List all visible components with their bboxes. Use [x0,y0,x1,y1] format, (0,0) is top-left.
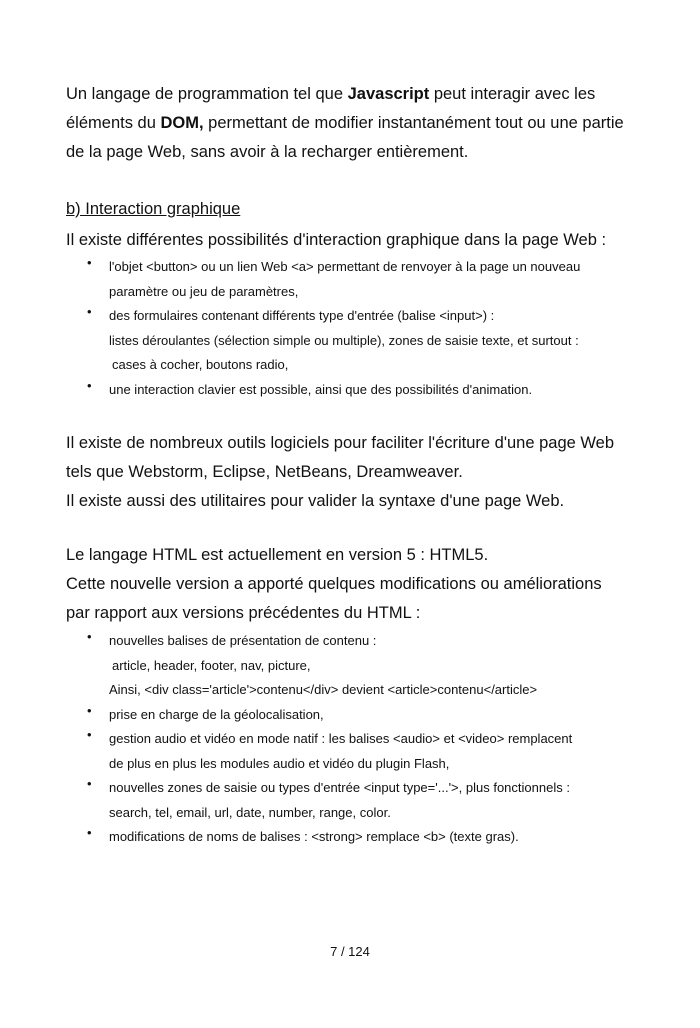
bullet-icon: • [87,255,92,270]
intro-line-3: de la page Web, sans avoir à la recharger entièrement. [66,143,469,161]
section-lead: Il existe différentes possibilités d'interaction graphique dans la page Web : [66,231,607,249]
bullet-icon: • [87,377,92,393]
list-item: • nouvelles zones de saisie ou types d'entrée <input type='...'>, plus fonctionnels : search, tel, email, url, date, number, range, color. [87,776,570,820]
bullet-icon: • [87,727,92,742]
bullet-icon: • [87,702,92,718]
list-item: • des formulaires contenant différents type d'entrée (balise <input>) : listes déroulantes (sélection simple ou multiple), zones de saisie texte, et surtout : cases à cocher, boutons radio, [87,304,579,372]
dom-keyword: DOM, [160,114,204,132]
list-item: • une interaction clavier est possible, ainsi que des possibilités d'animation. [87,377,533,397]
intro-paragraph [66,80,666,167]
list-item: • prise en charge de la géolocalisation, [87,702,324,722]
intro-line-2: éléments du DOM, permettant de modifier instantanément tout ou une partie [66,114,624,132]
list-item: • l'objet <button> ou un lien Web <a> permettant de renvoyer à la page un nouveau paramètre ou jeu de paramètres, [87,255,581,299]
list-item: • modifications de noms de balises : <strong> remplace <b> (texte gras). [87,825,519,844]
javascript-keyword: Javascript [347,85,430,103]
intro-line-1: Un langage de programmation tel que Javascript peut interagir avec les [66,85,596,103]
html5-bullet-list [0,629,700,850]
bullet-icon: • [87,629,92,644]
page-number: 7 / 124 [330,944,370,959]
interaction-bullet-list [0,255,700,402]
section-heading: b) Interaction graphique [66,200,241,218]
bullet-icon: • [87,304,92,319]
list-item: • nouvelles balises de présentation de contenu : article, header, footer, nav, picture, Ainsi, <div class='article'>contenu</div> devient <article>contenu</article> [87,629,538,697]
bullet-icon: • [87,776,92,791]
tools-paragraph: Il existe de nombreux outils logiciels pour faciliter l'écriture d'une page Web tels que Webstorm, Eclipse, NetBeans, Dreamweaver. Il existe aussi des utilitaires pour valider la syntaxe d'une page Web. [66,434,615,510]
html5-paragraph: Le langage HTML est actuellement en version 5 : HTML5. Cette nouvelle version a apporté quelques modifications ou améliorations par rapport aux versions précédentes du HTML : [66,546,602,622]
list-item: • gestion audio et vidéo en mode natif : les balises <audio> et <video> remplacent de plus en plus les modules audio et vidéo du plugin Flash, [87,727,573,771]
bullet-icon: • [87,825,92,840]
